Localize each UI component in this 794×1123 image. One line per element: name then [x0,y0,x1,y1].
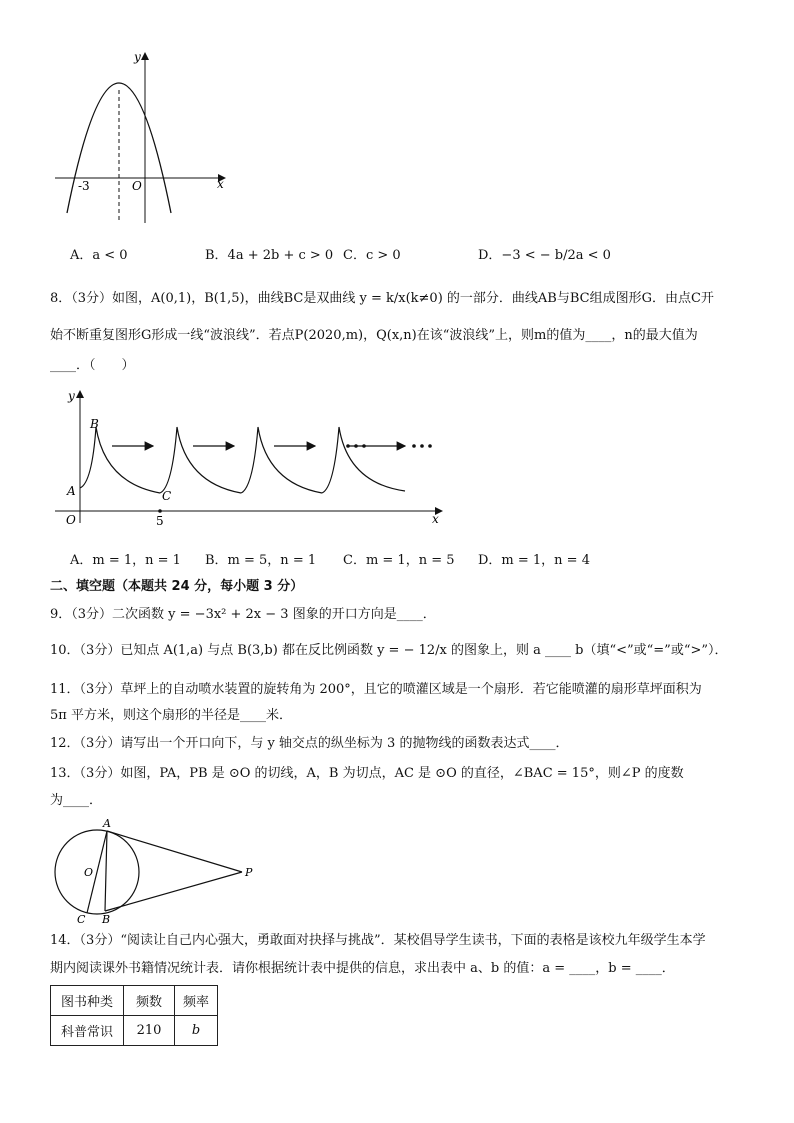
point-c-label: C [77,913,86,925]
wave-figure [50,385,450,530]
tick-5-dot [158,509,162,513]
tangent-pa [107,831,242,872]
ellipsis-dot [420,444,424,448]
x-axis-label: x [432,512,439,526]
q7-option-b: B．4a + 2b + c > 0 [205,248,334,263]
q7-option-c: C．c > 0 [343,248,401,263]
y-axis-label: y [68,389,75,403]
table-header: 图书种类 [51,986,124,1016]
point-b-label: B [90,417,99,431]
table-header: 频数 [124,986,175,1016]
q7-option-d: D．−3 < − b/2a < 0 [478,248,611,263]
q11-line-1: 11．（3分）草坪上的自动喷水装置的旋转角为 200°，且它的喷灌区域是一个扇形．若它能喷灌的扇形草坪面积为 [50,682,702,697]
point-a-label: A [67,484,76,498]
q7-option-a: A．a < 0 [70,248,128,263]
section-heading: 二、填空题（本题共 24 分，每小题 3 分） [50,579,304,594]
q12: 12．（3分）请写出一个开口向下，与 y 轴交点的纵坐标为 3 的抛物线的函数表达式____． [50,736,569,751]
table-header: 频率 [175,986,218,1016]
q8-option-d: D．m = 1，n = 4 [478,553,590,568]
tick-5-label: 5 [156,514,164,528]
table-cell: b [175,1016,218,1046]
point-p-label: P [245,866,253,879]
table-cell: 科普常识 [51,1016,124,1046]
wave-curve [80,427,405,493]
table-header-row [51,986,218,1016]
q8-option-b: B．m = 5，n = 1 [205,553,317,568]
chord-ab [105,831,107,911]
point-b-label: B [102,913,111,925]
q14-line-1: 14．（3分）“阅读让自己内心强大，勇敢面对抉择与挑战”．某校倡导学生读书，下面的表格是该校九年级学生本学 [50,933,706,948]
q8-option-c: C．m = 1，n = 5 [343,553,455,568]
q9: 9．（3分）二次函数 y = −3x² + 2x − 3 图象的开口方向是____． [50,607,436,622]
parabola-figure [50,45,240,230]
q14-line-2: 期内阅读课外书籍情况统计表．请你根据统计表中提供的信息，求出表中 a、b 的值：a = ____，b = ____． [50,961,675,976]
q11-line-2: 5π 平方米，则这个扇形的半径是____米． [50,708,292,723]
q8-line-3: ____．（ ） [50,358,135,373]
ellipsis-dot [412,444,416,448]
table-row [51,1016,218,1046]
point-a-label: A [103,817,111,830]
q13-line-1: 13．（3分）如图，PA，PB 是 ⊙O 的切线，A，B 为切点，AC 是 ⊙O 的直径，∠BAC = 15°，则∠P 的度数 [50,766,684,781]
point-o-label: O [84,866,94,879]
y-axis-label: y [134,50,141,64]
neg3-label: -3 [78,179,90,193]
tangent-pb [105,872,242,911]
q8-option-a: A．m = 1，n = 1 [70,553,181,568]
q8-line-1: 8．（3分）如图，A(0,1)，B(1,5)，曲线BC是双曲线 y = k/x(k≠0) 的一部分．曲线AB与BC组成图形G．由点C开 [50,291,714,306]
q13-line-2: 为____． [50,793,103,808]
origin-label: O [132,179,142,193]
stats-table [50,985,218,1046]
ellipsis-dot [428,444,432,448]
q10: 10．（3分）已知点 A(1,a) 与点 B(3,b) 都在反比例函数 y = − 12/x 的图象上，则 a ____ b（填“<”或“=”或“>”）． [50,643,728,658]
origin-label: O [66,513,76,527]
x-axis-label: x [217,177,224,191]
q8-line-2: 始不断重复图形G形成一线“波浪线”．若点P(2020,m)，Q(x,n)在该“波浪线”上，则m的值为____，n的最大值为 [50,328,698,343]
circle-tangent-figure [50,815,265,925]
point-c-label: C [162,489,172,503]
table-cell: 210 [124,1016,175,1046]
